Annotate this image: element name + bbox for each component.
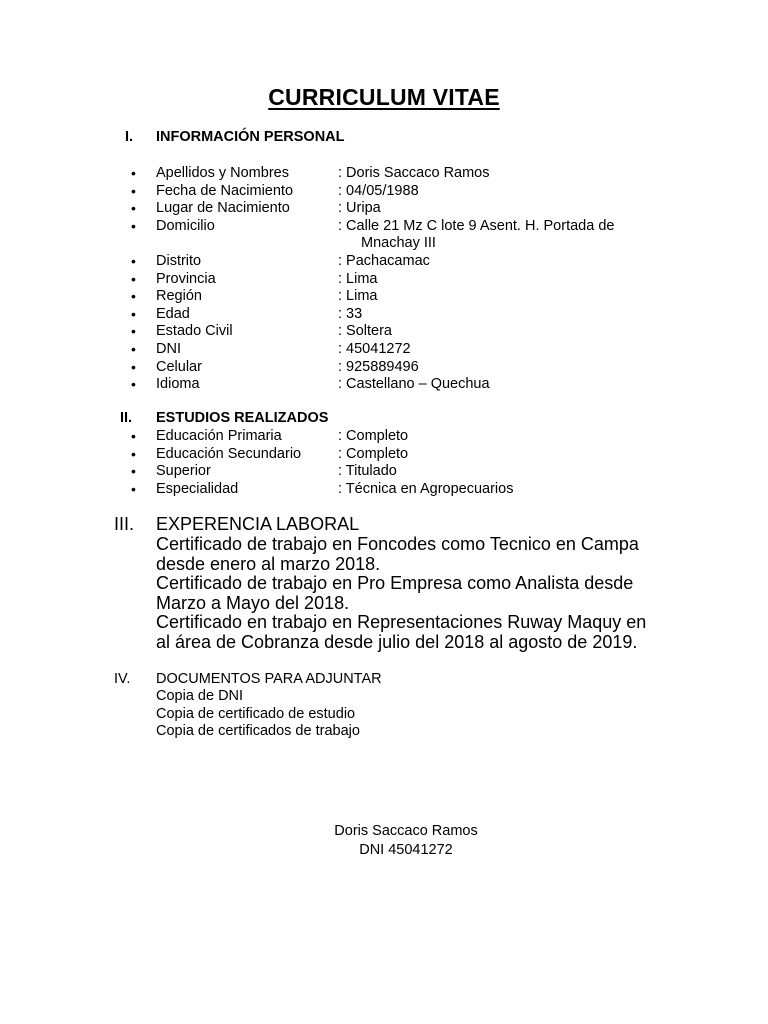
field-label: Apellidos y Nombres: [156, 165, 289, 181]
field-label: Educación Secundario: [156, 445, 302, 462]
experience-line: al área de Cobranza desde julio del 2018 al agosto de 2019.: [156, 631, 638, 652]
bullet-icon: •: [131, 305, 136, 322]
bullet-icon: •: [131, 341, 136, 357]
signature-name: Doris Saccaco Ramos: [334, 823, 478, 839]
bullet-icon: •: [131, 165, 136, 181]
field-value: : Doris Saccaco Ramos: [338, 165, 490, 181]
field-label: Edad: [156, 305, 190, 322]
field-label: Fecha de Nacimiento: [156, 182, 294, 199]
field-value: : Titulado: [338, 463, 397, 480]
documents-list: [156, 688, 360, 741]
section-number: IV.: [114, 671, 131, 687]
bullet-icon: •: [131, 358, 136, 375]
bullet-icon: •: [131, 480, 136, 497]
field-label: Celular: [156, 358, 202, 375]
field-label: Idioma: [156, 376, 200, 393]
field-label: Distrito: [156, 253, 202, 269]
experience-line: Marzo a Mayo del 2018.: [156, 592, 350, 613]
document-title: CURRICULUM VITAE: [268, 84, 500, 110]
bullet-icon: •: [131, 288, 136, 305]
field-value: : 33: [338, 305, 363, 322]
field-label: Educación Primaria: [156, 428, 282, 444]
bullet-icon: •: [131, 200, 136, 217]
field-label: DNI: [156, 341, 181, 357]
bullet-icon: •: [131, 270, 136, 287]
field-label: Especialidad: [156, 480, 239, 497]
section-title: EXPERENCIA LABORAL: [156, 514, 360, 534]
section-title: INFORMACIÓN PERSONAL: [156, 129, 345, 145]
field-value: : Completo: [338, 445, 409, 462]
field-value: : Uripa: [338, 200, 381, 217]
section-title: ESTUDIOS REALIZADOS: [156, 410, 329, 426]
field-value: : 925889496: [338, 358, 419, 375]
list-item: Copia de DNI: [156, 688, 244, 704]
field-label: Superior: [156, 463, 211, 480]
experience-line: Certificado de trabajo en Pro Empresa como Analista desde: [156, 573, 634, 593]
field-value: : 45041272: [338, 341, 411, 357]
bullet-icon: •: [131, 323, 136, 340]
field-label: Lugar de Nacimiento: [156, 200, 290, 217]
field-value: : Completo: [338, 428, 409, 444]
section-title: DOCUMENTOS PARA ADJUNTAR: [156, 671, 382, 687]
signature-dni: DNI 45041272: [359, 842, 453, 858]
list-item: Copia de certificados de trabajo: [156, 723, 360, 739]
field-value: : Pachacamac: [338, 253, 430, 269]
section-number: I.: [125, 129, 134, 145]
field-value-continuation: Mnachay III: [361, 235, 436, 252]
field-value: : 04/05/1988: [338, 182, 419, 199]
experience-text: [156, 535, 646, 652]
bullet-icon: •: [131, 428, 136, 444]
experience-line: Certificado en trabajo en Representaciones Ruway Maquy en: [156, 612, 647, 632]
field-value: : Lima: [338, 288, 378, 305]
field-value: : Castellano – Quechua: [338, 376, 490, 393]
field-label: Provincia: [156, 270, 216, 287]
field-label: Región: [156, 288, 202, 305]
bullet-icon: •: [131, 182, 136, 199]
experience-line: Certificado de trabajo en Foncodes como Tecnico en Campa: [156, 534, 639, 554]
field-value: : Técnica en Agropecuarios: [338, 480, 514, 497]
bullet-icon: •: [131, 253, 136, 269]
field-label: Domicilio: [156, 217, 215, 234]
field-value: : Lima: [338, 270, 378, 287]
field-label: Estado Civil: [156, 323, 233, 340]
list-item: Copia de certificado de estudio: [156, 705, 356, 722]
section-number: III.: [114, 514, 135, 534]
experience-line: desde enero al marzo 2018.: [156, 553, 381, 574]
bullet-icon: •: [131, 376, 136, 393]
field-value: : Calle 21 Mz C lote 9 Asent. H. Portada de: [338, 217, 615, 234]
section-number: II.: [120, 410, 133, 426]
bullet-icon: •: [131, 463, 136, 480]
bullet-icon: •: [131, 445, 136, 462]
bullet-icon: •: [131, 217, 136, 234]
field-value: : Soltera: [338, 323, 392, 340]
